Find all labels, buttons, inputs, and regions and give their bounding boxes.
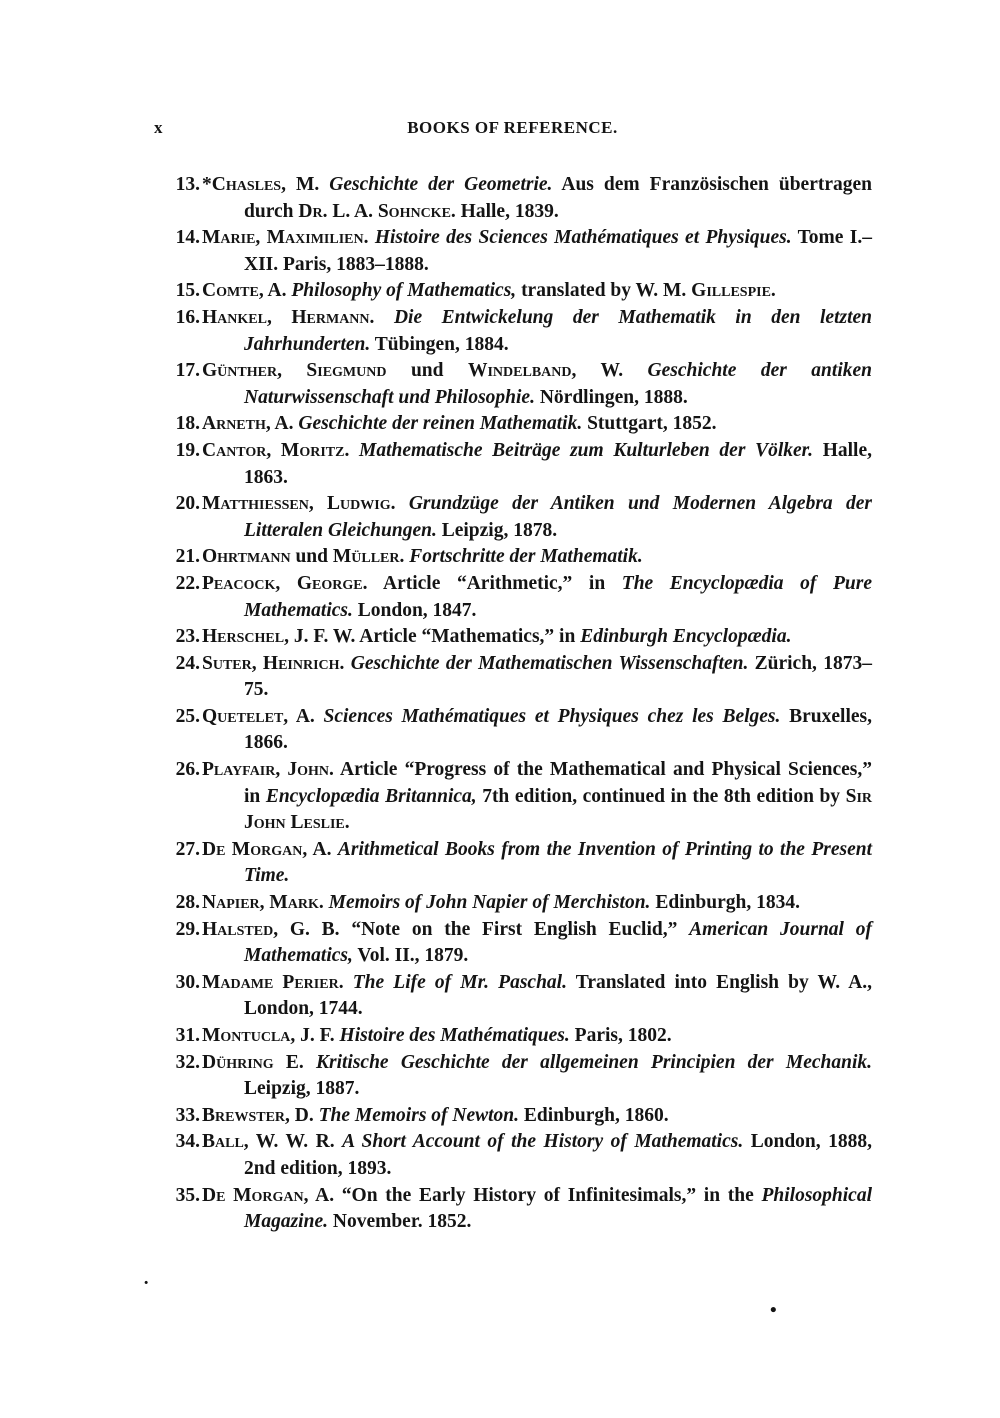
entry-detail: W. <box>576 360 648 382</box>
reference-entry <box>150 544 872 571</box>
entry-detail: 7th edition, continued in the 8th edition by <box>476 785 846 807</box>
author-name: Herschel, J. F. W. <box>202 626 356 648</box>
work-title: Histoire des Mathématiques. <box>339 1025 570 1046</box>
author-name: Brewster, D. <box>202 1104 314 1126</box>
entry-text <box>202 305 872 358</box>
entry-detail: London, 1847. <box>352 599 477 621</box>
work-title: Geschichte der Geometrie. <box>329 174 553 195</box>
author-name: Chasles, M. <box>211 174 320 195</box>
reference-entry <box>150 571 872 624</box>
entry-number: 22. <box>175 572 200 594</box>
work-title: Mathematische Beiträge zum Kulturleben der Völker. <box>359 439 814 461</box>
entry-detail: Stuttgart, 1852. <box>582 413 717 435</box>
entry-number: 30. <box>175 971 200 993</box>
reference-entry <box>150 172 872 225</box>
entry-detail: Bruxelles, 1866. <box>244 705 872 754</box>
author-name: Comte, A. <box>202 280 287 302</box>
author-name: Napier, Mark. <box>202 892 324 914</box>
entry-detail: Article “Mathematics,” in <box>355 626 581 648</box>
entry-detail: Halle, 1863. <box>244 439 873 488</box>
author-name: Sir John Leslie. <box>244 785 872 834</box>
work-title: American Journal of Mathematics, <box>244 918 872 967</box>
author-name: Ball, W. W. R. <box>202 1131 335 1153</box>
work-title: Philosophical Magazine. <box>244 1184 873 1233</box>
entry-number: 13. <box>175 174 200 195</box>
work-title: Fortschritte der Mathematik. <box>409 546 643 568</box>
work-title: A Short Account of the History of Mathematics. <box>342 1131 744 1153</box>
author-name: De Morgan, A. <box>202 1184 335 1206</box>
work-title: Arithmetical Books from the Invention of Printing to the Present Time. <box>244 838 872 887</box>
entry-number: 35. <box>175 1184 200 1206</box>
entry-text <box>202 624 872 651</box>
entry-detail: “Note on the First English Euclid,” <box>339 918 690 940</box>
work-title: Histoire des Sciences Mathématiques et Physiques. <box>374 227 792 249</box>
entry-detail: Translated into English by W. A., London, 1744. <box>244 971 873 1020</box>
reference-entry <box>150 305 872 358</box>
entry-number: 32. <box>175 1051 200 1073</box>
entry-detail: London, 1888, 2nd edition, 1893. <box>244 1131 873 1179</box>
work-title: Geschichte der antiken Naturwissenschaft und Philosophie. <box>244 360 872 408</box>
entry-text <box>202 438 872 491</box>
entry-text <box>202 917 872 970</box>
entry-number: 15. <box>175 280 200 302</box>
entry-text <box>202 651 872 704</box>
reference-entry <box>150 624 872 651</box>
page-header <box>150 116 875 146</box>
entry-detail: und <box>290 546 333 568</box>
entry-detail: Article “Arithmetic,” in <box>367 572 622 594</box>
entry-number: 29. <box>175 918 200 940</box>
reference-entry <box>150 890 872 917</box>
work-title: The Memoirs of Newton. <box>318 1104 520 1126</box>
author-name: Günther, Siegmund <box>202 360 387 382</box>
entry-detail <box>344 972 353 993</box>
entry-number: 17. <box>175 360 200 382</box>
entry-number: 34. <box>175 1131 200 1153</box>
work-title: Die Entwickelung der Mathematik in den letzten Jahrhunderten. <box>244 306 873 355</box>
entry-detail <box>374 307 394 328</box>
entry-detail <box>335 1131 343 1152</box>
author-name: De Morgan, A. <box>202 838 332 860</box>
author-name: Quetelet, A. <box>202 705 315 727</box>
work-title: The Encyclopædia of Pure Mathematics. <box>244 572 872 621</box>
entry-detail <box>349 440 359 461</box>
entry-number: 27. <box>175 838 200 860</box>
entry-detail <box>304 1052 316 1073</box>
reference-entry <box>150 1129 872 1182</box>
entry-detail: Leipzig, 1887. <box>244 1078 360 1100</box>
entry-number: 19. <box>175 439 200 461</box>
reference-entry <box>150 970 872 1023</box>
work-title: Philosophy of Mathematics, <box>291 280 517 302</box>
work-title: Geschichte der reinen Mathematik. <box>298 413 583 435</box>
reference-entry <box>150 651 872 704</box>
entry-number: 23. <box>175 626 200 648</box>
page-title: BOOKS OF REFERENCE. <box>407 118 618 137</box>
author-name: Halsted, G. B. <box>202 918 340 940</box>
work-title: Geschichte der Mathematischen Wissenschaften. <box>350 652 749 674</box>
reference-entry <box>150 917 872 970</box>
reference-list <box>150 172 872 1236</box>
entry-detail: “On the Early History of Infinitesimals,” in the <box>334 1184 762 1206</box>
entry-text <box>202 1050 872 1103</box>
entry-text <box>202 172 872 225</box>
page-number: x <box>154 118 163 137</box>
reference-entry <box>150 438 872 491</box>
reference-entry <box>150 278 872 305</box>
work-title: Sciences Mathématiques et Physiques chez les Belges. <box>323 705 781 727</box>
entry-detail: Tome I.–XII. Paris, 1883–1888. <box>244 227 873 275</box>
reference-entry <box>150 491 872 544</box>
entry-number: 24. <box>175 652 200 674</box>
entry-number: 18. <box>175 413 200 435</box>
work-title: The Life of Mr. Paschal. <box>352 971 567 993</box>
entry-detail: Nördlingen, 1888. <box>534 386 688 408</box>
entry-detail: Edinburgh, 1860. <box>519 1104 669 1126</box>
reference-entry <box>150 704 872 757</box>
entry-text <box>202 837 872 890</box>
entry-detail: Edinburgh, 1834. <box>650 892 800 914</box>
work-title: Edinburgh Encyclopædia. <box>580 626 792 648</box>
author-name: Marie, Maximilien. <box>202 227 369 249</box>
entry-detail: * <box>202 174 212 195</box>
entry-number: 33. <box>175 1104 200 1126</box>
reference-entry <box>150 1050 872 1103</box>
reference-entry <box>150 1103 872 1130</box>
entry-text <box>202 704 872 757</box>
author-name: Windelband, <box>467 360 577 382</box>
entry-text <box>202 970 872 1023</box>
entry-text <box>202 1129 872 1182</box>
entry-detail: Halle, 1839. <box>455 200 559 222</box>
entry-text <box>202 278 872 305</box>
reference-entry <box>150 358 872 411</box>
entry-detail <box>319 174 329 195</box>
author-name: Peacock, George. <box>202 572 368 594</box>
entry-number: 31. <box>175 1025 200 1046</box>
author-name: Ohrtmann <box>202 546 291 568</box>
entry-detail: Aus dem Französischen übertragen durch <box>244 174 873 222</box>
work-title: Encyclopædia Britannica, <box>265 785 477 807</box>
entry-text <box>202 225 872 278</box>
work-title: Grundzüge der Antiken und Modernen Algebra der Litteralen Gleichungen. <box>244 493 872 541</box>
author-name: Playfair, John. <box>202 759 334 781</box>
entry-number: 16. <box>175 306 200 328</box>
entry-number: 21. <box>175 546 200 568</box>
entry-detail: Zürich, 1873–75. <box>244 652 872 701</box>
reference-entry <box>150 225 872 278</box>
entry-text <box>202 1183 872 1236</box>
author-name: Madame Perier. <box>202 971 344 993</box>
author-name: Gillespie. <box>691 280 776 302</box>
author-name: Suter, Heinrich. <box>202 652 345 674</box>
reference-entry <box>150 1023 872 1050</box>
entry-detail: Vol. II., 1879. <box>352 945 469 967</box>
entry-detail: translated by W. M. <box>516 280 692 302</box>
entry-detail: Paris, 1802. <box>569 1025 672 1046</box>
author-name: Dühring E. <box>202 1051 304 1073</box>
entry-detail: Article “Progress of the Mathematical and Physical Sciences,” in <box>244 759 873 807</box>
entry-number: 20. <box>175 493 200 515</box>
margin-mark-left: · <box>143 1273 150 1294</box>
author-name: Müller. <box>332 546 405 568</box>
author-name: Arneth, A. <box>202 413 294 435</box>
entry-text <box>202 757 872 837</box>
entry-detail <box>315 706 324 727</box>
entry-number: 14. <box>175 227 200 249</box>
entry-text <box>202 890 872 917</box>
margin-mark-right: • <box>770 1300 777 1321</box>
reference-entry <box>150 837 872 890</box>
entry-detail: November. 1852. <box>327 1211 472 1233</box>
reference-entry <box>150 757 872 837</box>
entry-number: 28. <box>175 892 200 914</box>
entry-text <box>202 1023 872 1050</box>
work-title: Kritische Geschichte der allgemeinen Principien der Mechanik. <box>316 1051 873 1073</box>
author-name: Dr. L. A. Sohncke. <box>298 200 456 222</box>
entry-detail: und <box>386 360 468 382</box>
entry-detail: Tübingen, 1884. <box>370 333 509 355</box>
author-name: Matthiessen, Ludwig. <box>202 493 396 515</box>
entry-number: 25. <box>175 705 200 727</box>
entry-text <box>202 358 872 411</box>
work-title: Memoirs of John Napier of Merchiston. <box>328 892 651 914</box>
author-name: Hankel, Hermann. <box>202 306 375 328</box>
reference-entry <box>150 1183 872 1236</box>
entry-detail: Leipzig, 1878. <box>436 519 558 541</box>
author-name: Cantor, Moritz. <box>202 439 350 461</box>
entry-number: 26. <box>175 759 200 781</box>
entry-text <box>202 544 872 571</box>
entry-detail <box>396 493 409 514</box>
reference-entry <box>150 411 872 438</box>
entry-text <box>202 571 872 624</box>
entry-text <box>202 1103 872 1130</box>
entry-text <box>202 411 872 438</box>
author-name: Montucla, J. F. <box>202 1025 335 1046</box>
entry-text <box>202 491 872 544</box>
